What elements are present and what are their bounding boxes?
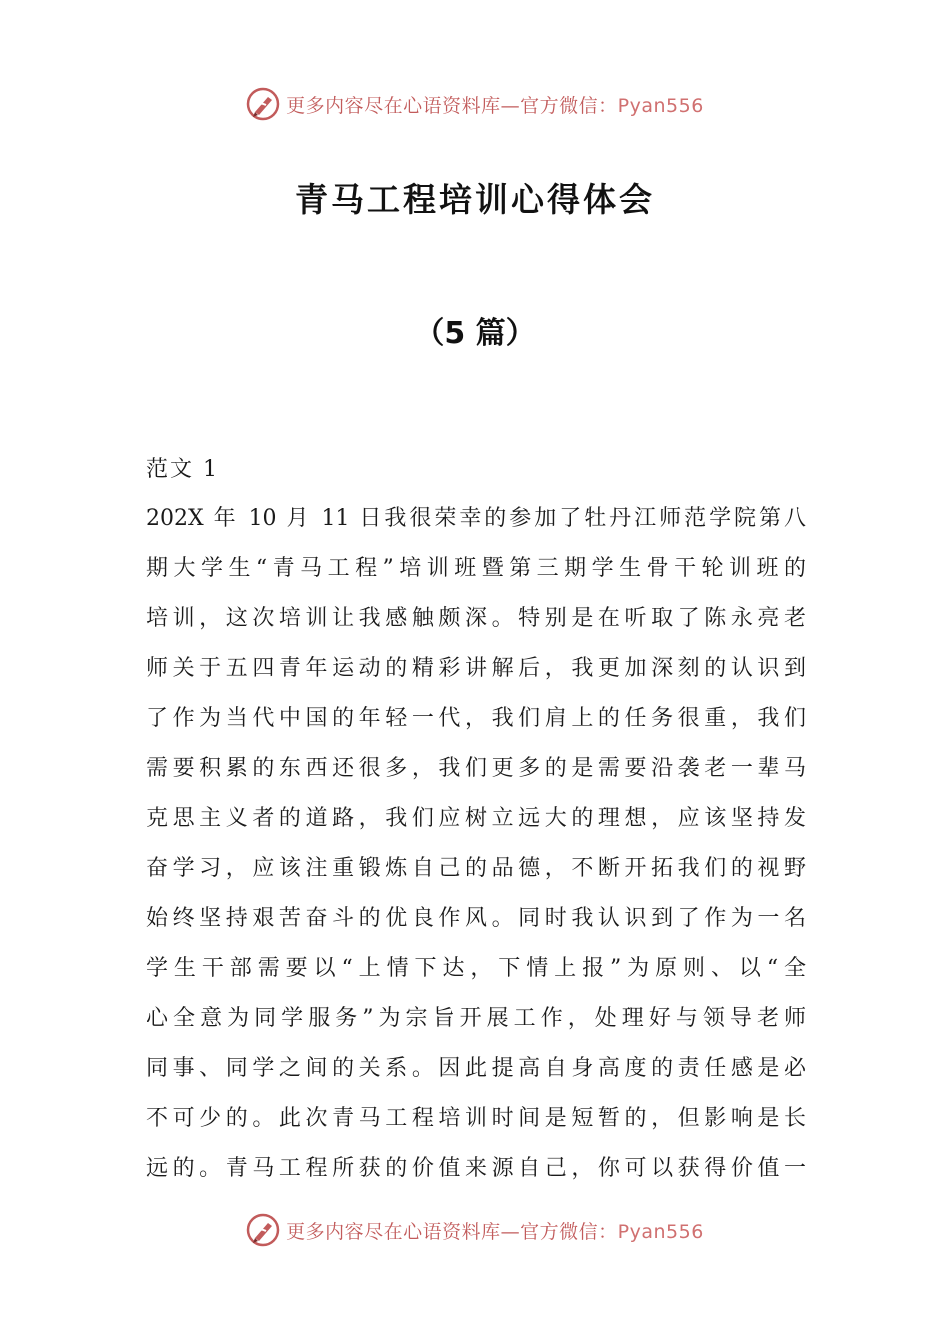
wechat-id: Pyan556 bbox=[617, 1220, 704, 1243]
pen-logo-icon bbox=[246, 87, 280, 121]
text-line: 培训，这次培训让我感触颇深。特别是在听取了陈永亮老 bbox=[146, 606, 806, 631]
text-line: 奋学习，应该注重锻炼自己的品德，不断开拓我们的视野 bbox=[146, 856, 806, 881]
text-line: 需要积累的东西还很多，我们更多的是需要沿袭老一辈马 bbox=[146, 756, 806, 781]
wechat-id: Pyan556 bbox=[617, 94, 704, 117]
text-line: 不可少的。此次青马工程培训时间是短暂的，但影响是长 bbox=[146, 1106, 806, 1131]
text-line: 202X 年 10 月 11 日我很荣幸的参加了牡丹江师范学院第八 bbox=[146, 506, 806, 531]
footer-watermark bbox=[0, 1210, 950, 1250]
text-line: 期大学生“青马工程”培训班暨第三期学生骨干轮训班的 bbox=[146, 556, 806, 581]
section-label: 范文 1 bbox=[146, 457, 219, 482]
text-line: 师关于五四青年运动的精彩讲解后，我更加深刻的认识到 bbox=[146, 656, 806, 681]
body-paragraph bbox=[146, 494, 806, 1194]
document-title: 青马工程培训心得体会 bbox=[295, 180, 655, 219]
document-subtitle: （5 篇） bbox=[414, 316, 536, 351]
text-line: 始终坚持艰苦奋斗的优良作风。同时我认识到了作为一名 bbox=[146, 906, 806, 931]
watermark-text: 更多内容尽在心语资料库—官方微信：Pyan556 bbox=[286, 1220, 704, 1243]
text-line: 了作为当代中国的年轻一代，我们肩上的任务很重，我们 bbox=[146, 706, 806, 731]
text-line: 学生干部需要以“上情下达，下情上报”为原则、以“全 bbox=[146, 956, 806, 981]
text-line: 心全意为同学服务”为宗旨开展工作，处理好与领导老师 bbox=[146, 1006, 806, 1031]
pen-logo-icon bbox=[246, 1213, 280, 1247]
text-line: 克思主义者的道路，我们应树立远大的理想，应该坚持发 bbox=[146, 806, 806, 831]
header-watermark bbox=[0, 84, 950, 124]
text-line: 远的。青马工程所获的价值来源自己，你可以获得价值一 bbox=[146, 1156, 806, 1181]
watermark-text: 更多内容尽在心语资料库—官方微信：Pyan556 bbox=[286, 94, 704, 117]
text-line: 同事、同学之间的关系。因此提高自身高度的责任感是必 bbox=[146, 1056, 806, 1081]
